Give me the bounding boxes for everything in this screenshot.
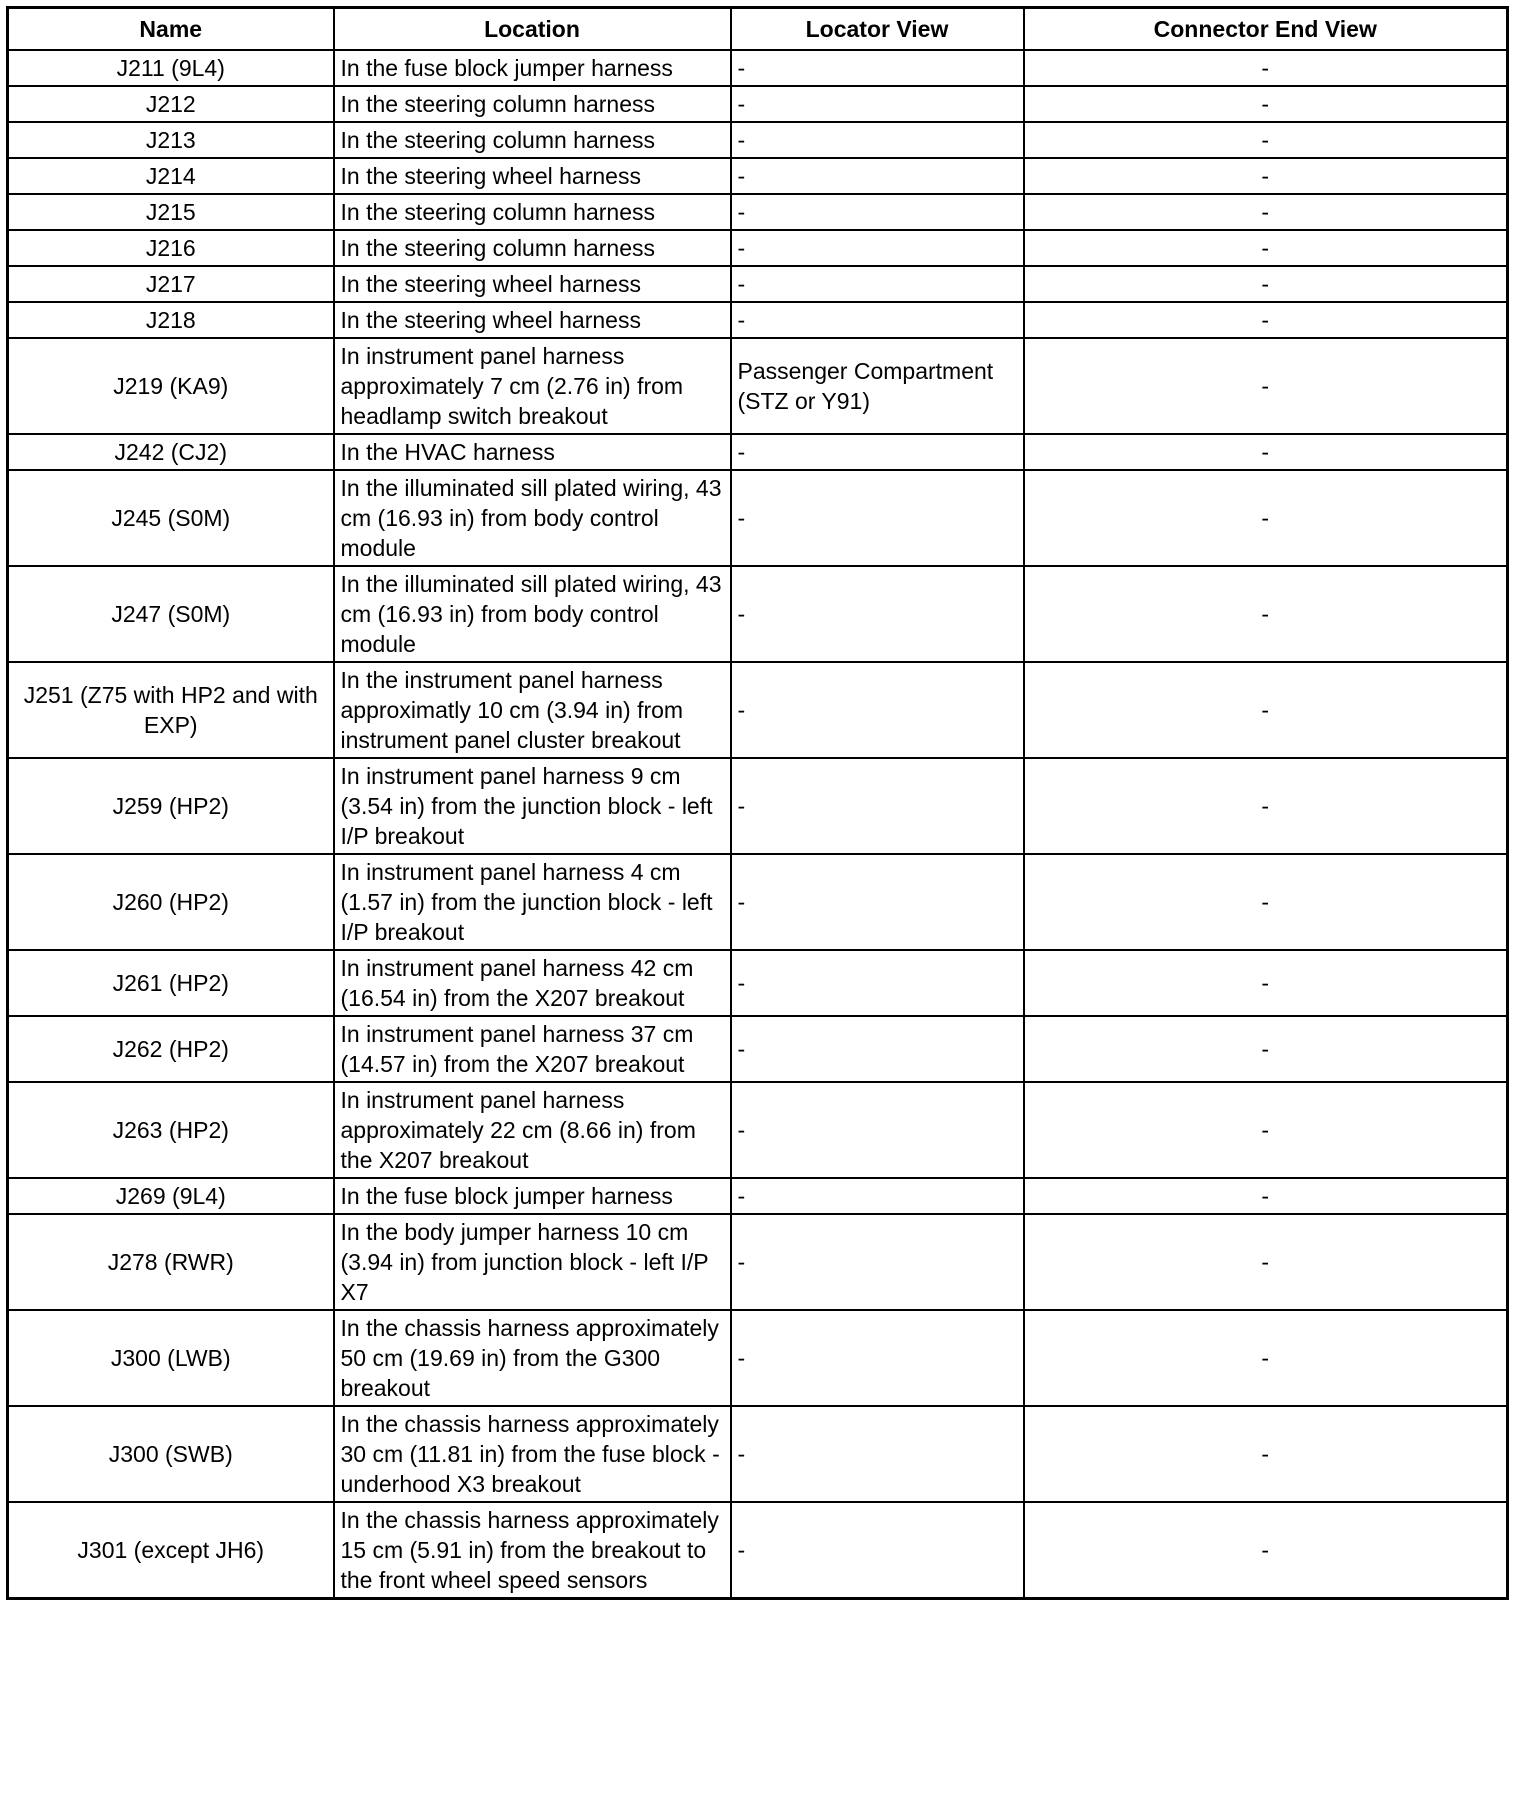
cell-name: J245 (S0M) <box>8 470 334 566</box>
cell-locator-view: - <box>731 470 1024 566</box>
cell-location: In the steering wheel harness <box>334 266 731 302</box>
cell-connector-end-view: - <box>1024 854 1508 950</box>
cell-name: J212 <box>8 86 334 122</box>
cell-locator-view: - <box>731 1310 1024 1406</box>
cell-connector-end-view: - <box>1024 86 1508 122</box>
cell-connector-end-view: - <box>1024 302 1508 338</box>
header-name: Name <box>8 8 334 51</box>
cell-connector-end-view: - <box>1024 950 1508 1016</box>
cell-locator-view: - <box>731 230 1024 266</box>
cell-name: J301 (except JH6) <box>8 1502 334 1599</box>
cell-location: In the steering column harness <box>334 230 731 266</box>
cell-connector-end-view: - <box>1024 470 1508 566</box>
cell-location: In the HVAC harness <box>334 434 731 470</box>
table-row <box>8 1214 1508 1310</box>
cell-connector-end-view: - <box>1024 50 1508 86</box>
cell-name: J251 (Z75 with HP2 and with EXP) <box>8 662 334 758</box>
cell-connector-end-view: - <box>1024 1502 1508 1599</box>
cell-connector-end-view: - <box>1024 566 1508 662</box>
header-row <box>8 8 1508 51</box>
cell-name: J247 (S0M) <box>8 566 334 662</box>
table-row <box>8 1310 1508 1406</box>
cell-name: J217 <box>8 266 334 302</box>
cell-location: In instrument panel harness approximately 22 cm (8.66 in) from the X207 breakout <box>334 1082 731 1178</box>
cell-connector-end-view: - <box>1024 1310 1508 1406</box>
header-locator-view: Locator View <box>731 8 1024 51</box>
cell-locator-view: - <box>731 758 1024 854</box>
cell-name: J216 <box>8 230 334 266</box>
cell-name: J259 (HP2) <box>8 758 334 854</box>
cell-location: In instrument panel harness approximately 7 cm (2.76 in) from headlamp switch breakout <box>334 338 731 434</box>
cell-location: In the steering column harness <box>334 194 731 230</box>
table-row <box>8 338 1508 434</box>
cell-locator-view: - <box>731 158 1024 194</box>
cell-name: J269 (9L4) <box>8 1178 334 1214</box>
cell-name: J278 (RWR) <box>8 1214 334 1310</box>
cell-locator-view: - <box>731 566 1024 662</box>
cell-connector-end-view: - <box>1024 194 1508 230</box>
cell-connector-end-view: - <box>1024 1406 1508 1502</box>
cell-name: J214 <box>8 158 334 194</box>
cell-connector-end-view: - <box>1024 1016 1508 1082</box>
cell-location: In the chassis harness approximately 15 cm (5.91 in) from the breakout to the front wheel speed sensors <box>334 1502 731 1599</box>
cell-name: J262 (HP2) <box>8 1016 334 1082</box>
table-row <box>8 158 1508 194</box>
cell-name: J300 (LWB) <box>8 1310 334 1406</box>
cell-name: J260 (HP2) <box>8 854 334 950</box>
cell-connector-end-view: - <box>1024 1082 1508 1178</box>
cell-name: J300 (SWB) <box>8 1406 334 1502</box>
cell-locator-view: Passenger Compartment (STZ or Y91) <box>731 338 1024 434</box>
header-location: Location <box>334 8 731 51</box>
cell-name: J263 (HP2) <box>8 1082 334 1178</box>
table-row <box>8 266 1508 302</box>
table-row <box>8 758 1508 854</box>
table-row <box>8 302 1508 338</box>
cell-locator-view: - <box>731 194 1024 230</box>
cell-locator-view: - <box>731 302 1024 338</box>
table-row <box>8 86 1508 122</box>
table-row <box>8 434 1508 470</box>
header-connector-end-view: Connector End View <box>1024 8 1508 51</box>
cell-name: J215 <box>8 194 334 230</box>
cell-location: In the steering column harness <box>334 86 731 122</box>
cell-location: In instrument panel harness 4 cm (1.57 in) from the junction block - left I/P breakout <box>334 854 731 950</box>
table-row <box>8 122 1508 158</box>
table-row <box>8 854 1508 950</box>
table-row <box>8 950 1508 1016</box>
connector-table <box>6 6 1509 1600</box>
table-row <box>8 1406 1508 1502</box>
cell-name: J242 (CJ2) <box>8 434 334 470</box>
cell-locator-view: - <box>731 122 1024 158</box>
cell-name: J211 (9L4) <box>8 50 334 86</box>
cell-locator-view: - <box>731 1016 1024 1082</box>
cell-name: J213 <box>8 122 334 158</box>
table-row <box>8 662 1508 758</box>
table-row <box>8 1502 1508 1599</box>
cell-location: In instrument panel harness 42 cm (16.54 in) from the X207 breakout <box>334 950 731 1016</box>
cell-locator-view: - <box>731 1502 1024 1599</box>
table-row <box>8 566 1508 662</box>
cell-location: In the steering wheel harness <box>334 158 731 194</box>
cell-locator-view: - <box>731 1214 1024 1310</box>
table-row <box>8 1082 1508 1178</box>
cell-location: In the steering wheel harness <box>334 302 731 338</box>
cell-connector-end-view: - <box>1024 158 1508 194</box>
cell-name: J261 (HP2) <box>8 950 334 1016</box>
cell-location: In the body jumper harness 10 cm (3.94 in) from junction block - left I/P X7 <box>334 1214 731 1310</box>
cell-location: In instrument panel harness 37 cm (14.57 in) from the X207 breakout <box>334 1016 731 1082</box>
table-row <box>8 194 1508 230</box>
cell-locator-view: - <box>731 662 1024 758</box>
cell-locator-view: - <box>731 266 1024 302</box>
cell-locator-view: - <box>731 854 1024 950</box>
cell-location: In the instrument panel harness approximatly 10 cm (3.94 in) from instrument panel cluster breakout <box>334 662 731 758</box>
cell-locator-view: - <box>731 1082 1024 1178</box>
cell-locator-view: - <box>731 1178 1024 1214</box>
cell-connector-end-view: - <box>1024 1178 1508 1214</box>
cell-location: In the illuminated sill plated wiring, 43 cm (16.93 in) from body control module <box>334 470 731 566</box>
cell-connector-end-view: - <box>1024 338 1508 434</box>
cell-connector-end-view: - <box>1024 230 1508 266</box>
cell-connector-end-view: - <box>1024 662 1508 758</box>
cell-locator-view: - <box>731 434 1024 470</box>
table-row <box>8 1016 1508 1082</box>
table-row <box>8 470 1508 566</box>
cell-connector-end-view: - <box>1024 1214 1508 1310</box>
cell-location: In instrument panel harness 9 cm (3.54 in) from the junction block - left I/P breakout <box>334 758 731 854</box>
cell-location: In the chassis harness approximately 30 cm (11.81 in) from the fuse block - underhood X3 breakout <box>334 1406 731 1502</box>
cell-location: In the fuse block jumper harness <box>334 50 731 86</box>
cell-locator-view: - <box>731 1406 1024 1502</box>
cell-locator-view: - <box>731 86 1024 122</box>
cell-location: In the chassis harness approximately 50 cm (19.69 in) from the G300 breakout <box>334 1310 731 1406</box>
cell-connector-end-view: - <box>1024 122 1508 158</box>
table-row <box>8 50 1508 86</box>
cell-connector-end-view: - <box>1024 266 1508 302</box>
cell-locator-view: - <box>731 50 1024 86</box>
table-body <box>8 50 1508 1599</box>
cell-location: In the steering column harness <box>334 122 731 158</box>
cell-connector-end-view: - <box>1024 758 1508 854</box>
table-row <box>8 230 1508 266</box>
cell-name: J219 (KA9) <box>8 338 334 434</box>
table-row <box>8 1178 1508 1214</box>
cell-locator-view: - <box>731 950 1024 1016</box>
cell-connector-end-view: - <box>1024 434 1508 470</box>
cell-name: J218 <box>8 302 334 338</box>
cell-location: In the illuminated sill plated wiring, 43 cm (16.93 in) from body control module <box>334 566 731 662</box>
cell-location: In the fuse block jumper harness <box>334 1178 731 1214</box>
